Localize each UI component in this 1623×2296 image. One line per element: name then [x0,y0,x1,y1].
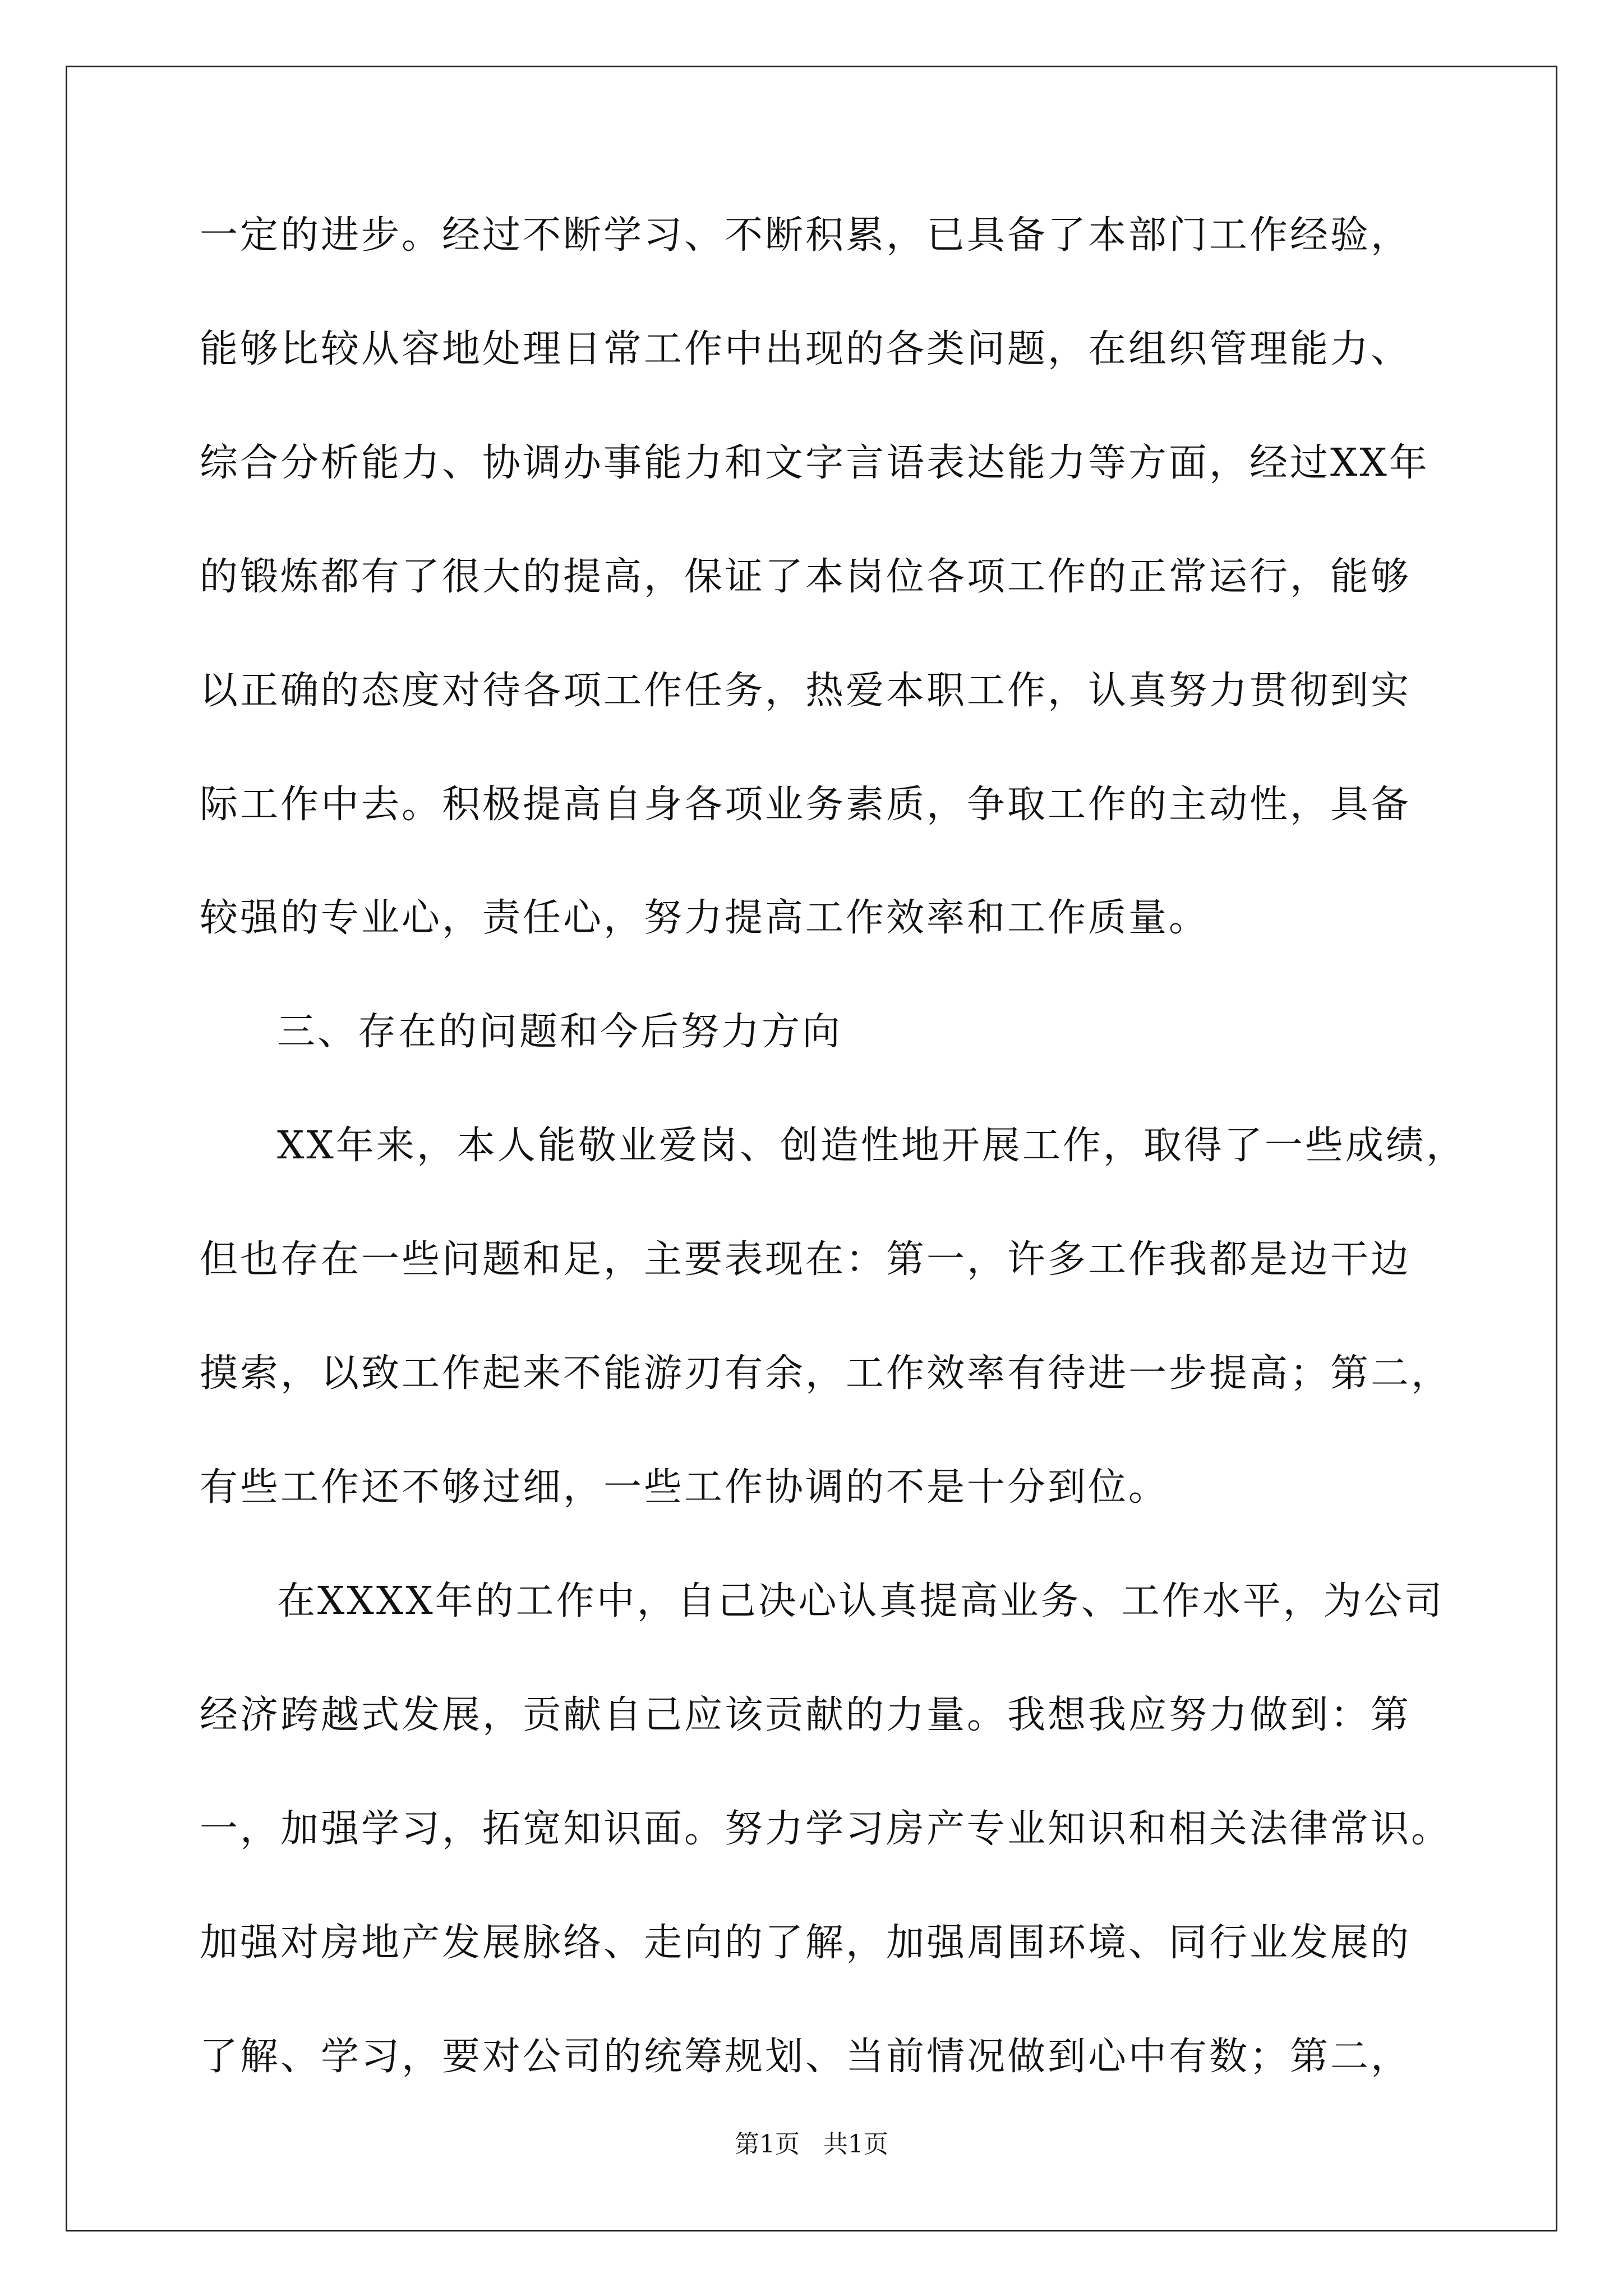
paragraph-line: 综合分析能力、协调办事能力和文字言语表达能力等方面，经过XX年 [200,441,1430,485]
paragraph-line: 有些工作还不够过细，一些工作协调的不是十分到位。 [200,1465,1169,1510]
paragraph-line: 一，加强学习，拓宽知识面。努力学习房产专业知识和相关法律常识。 [200,1807,1452,1851]
paragraph-line: XX年来，本人能敬业爱岗、创造性地开展工作，取得了一些成绩， [277,1124,1467,1168]
paragraph-line: 在XXXX年的工作中，自己决心认真提高业务、工作水平，为公司 [277,1579,1445,1623]
paragraph-line: 但也存在一些问题和足，主要表现在：第一，许多工作我都是边干边 [200,1237,1412,1282]
paragraph-line: 能够比较从容地处理日常工作中出现的各类问题，在组织管理能力、 [200,327,1412,371]
paragraph-line: 以正确的态度对待各项工作任务，热爱本职工作，认真努力贯彻到实 [200,669,1412,713]
paragraph-line: 加强对房地产发展脉络、走向的了解，加强周围环境、同行业发展的 [200,1921,1412,1965]
paragraph-line: 较强的专业心，责任心，努力提高工作效率和工作质量。 [200,896,1210,940]
paragraph-line: 了解、学习，要对公司的统筹规划、当前情况做到心中有数；第二， [200,2035,1412,2079]
paragraph-line: 经济跨越式发展，贡献自己应该贡献的力量。我想我应努力做到：第 [200,1693,1412,1737]
section-heading: 三、存在的问题和今后努力方向 [277,1010,843,1054]
paragraph-line: 一定的进步。经过不断学习、不断积累，已具备了本部门工作经验， [200,213,1412,257]
paragraph-line: 的锻炼都有了很大的提高，保证了本岗位各项工作的正常运行，能够 [200,555,1412,599]
paragraph-line: 际工作中去。积极提高自身各项业务素质，争取工作的主动性，具备 [200,783,1412,827]
paragraph-line: 摸索，以致工作起来不能游刃有余，工作效率有待进一步提高；第二， [200,1351,1452,1396]
page-footer: 第1页 共1页 [735,2130,888,2159]
